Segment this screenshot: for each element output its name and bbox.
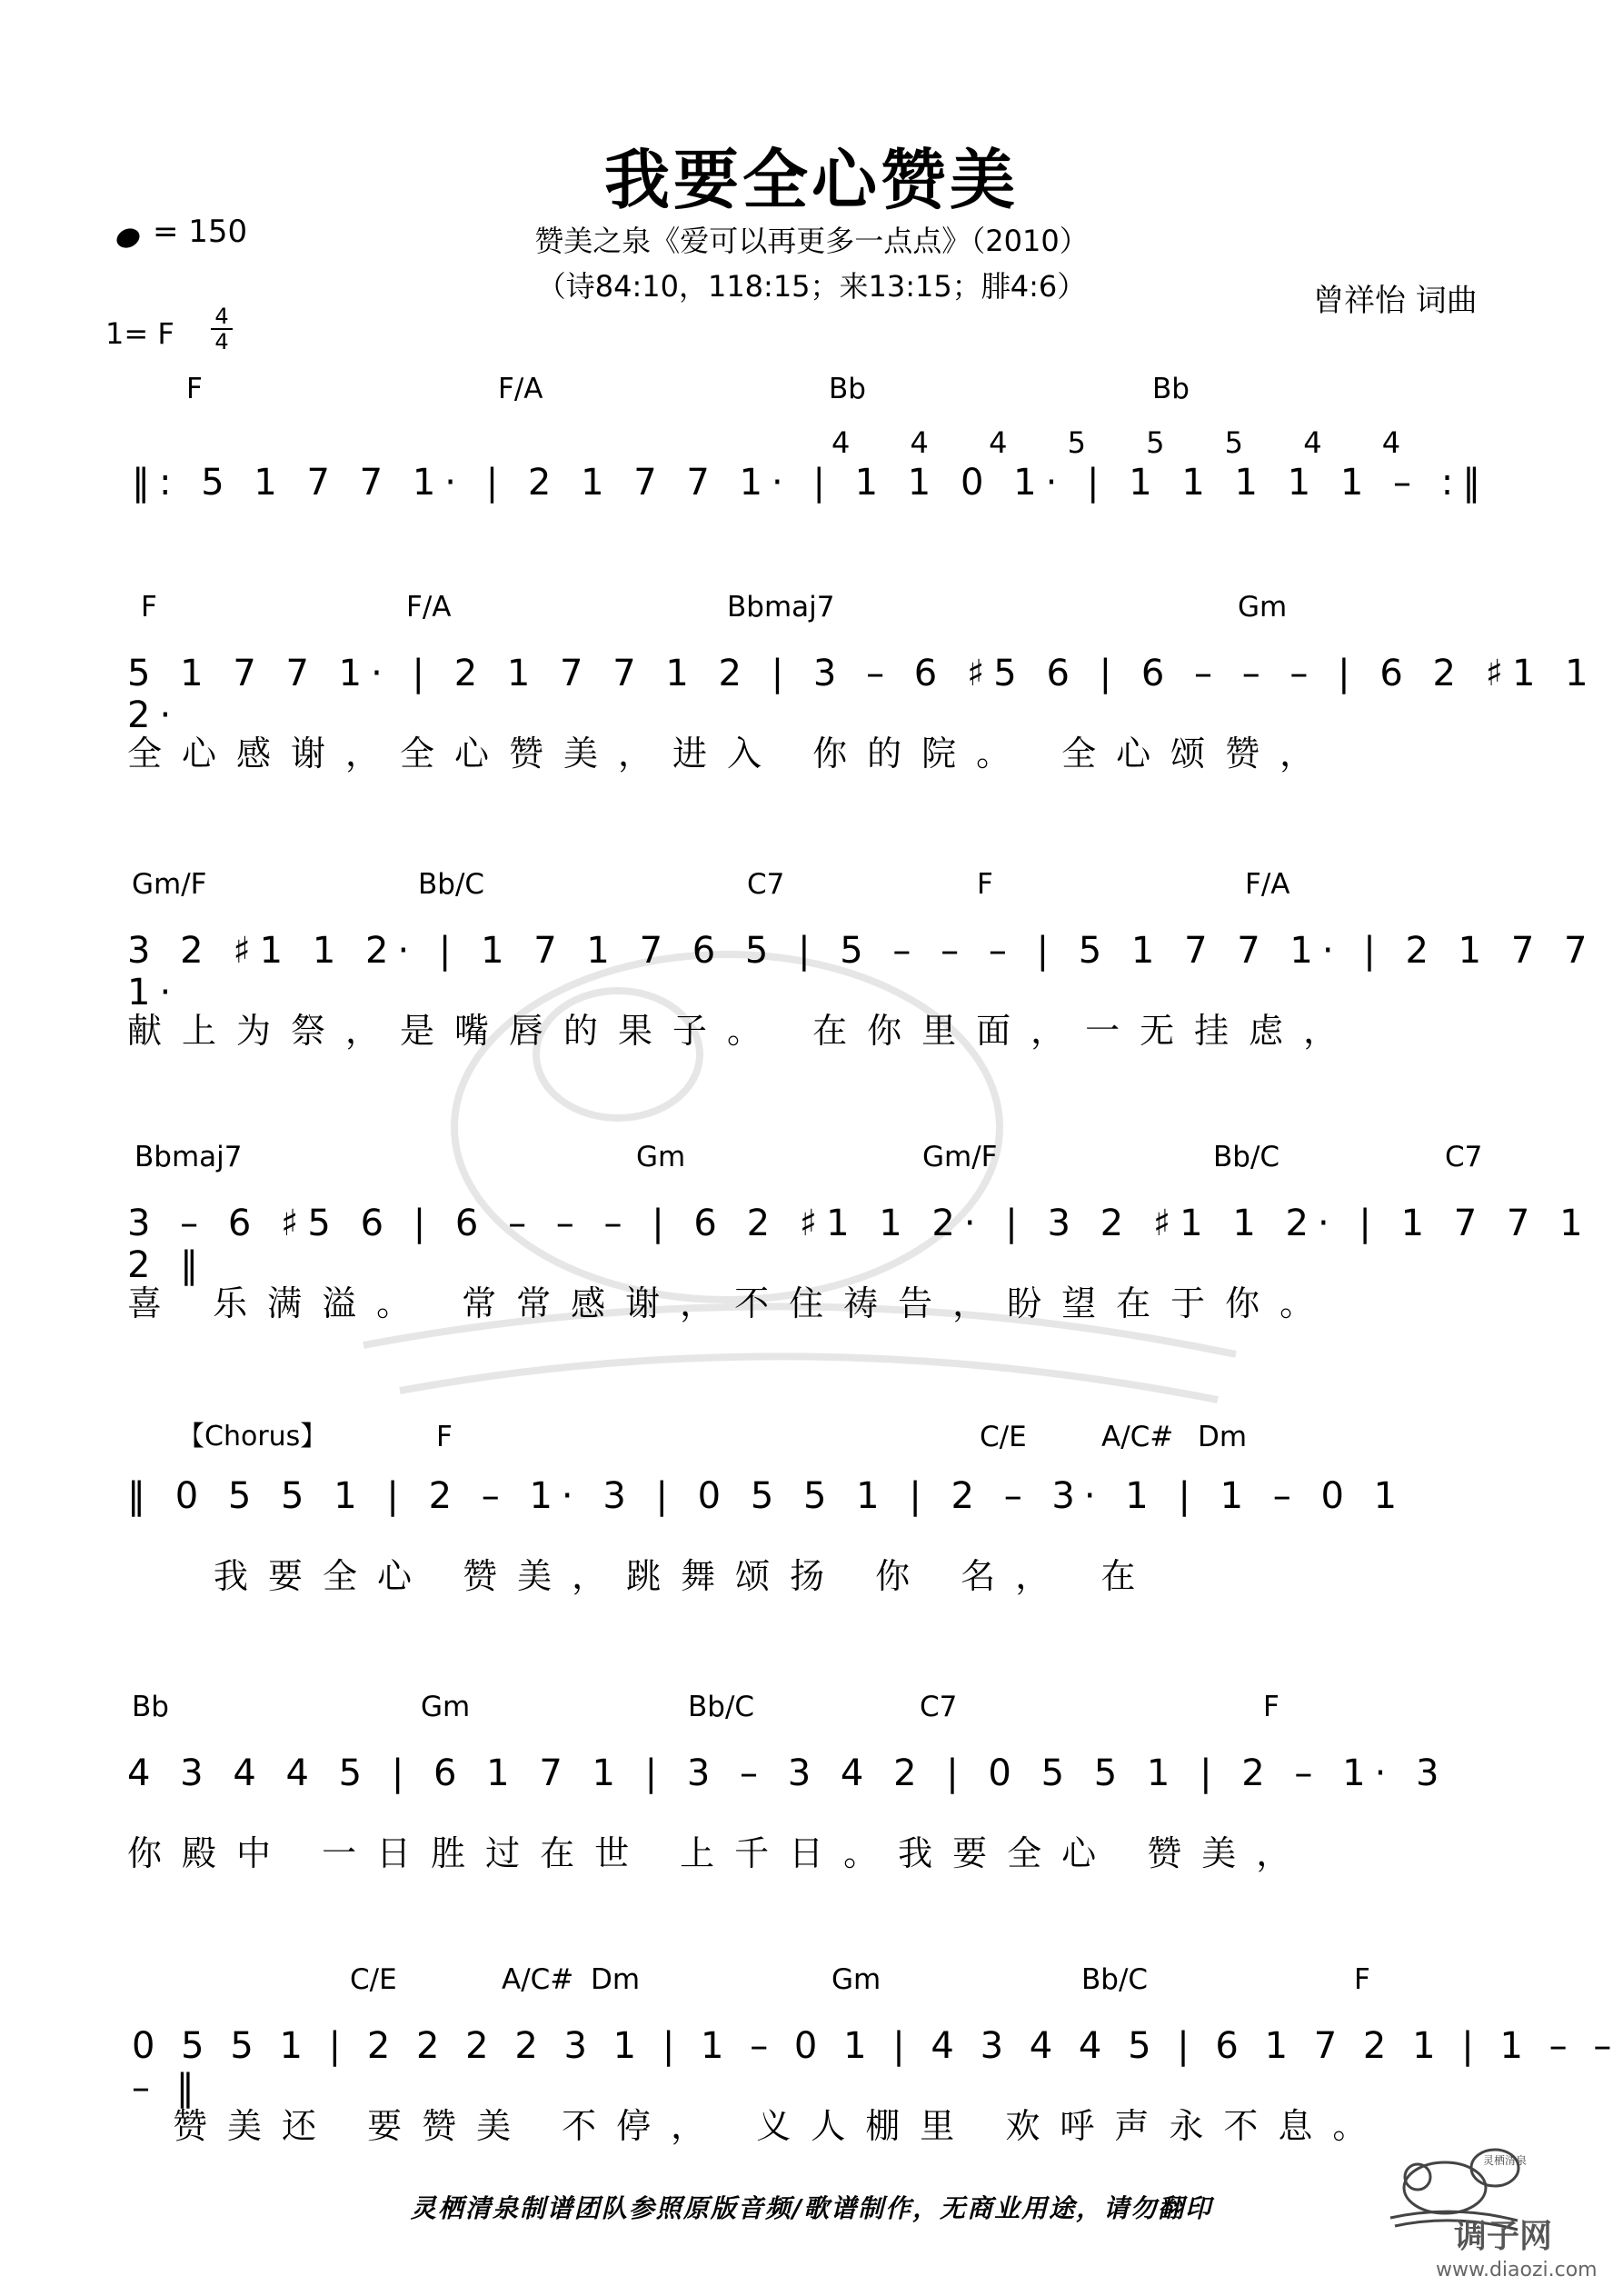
- staff-row-3: [0, 868, 1623, 1104]
- song-title: 我要全心赞美: [603, 142, 1019, 218]
- chord: C/E: [980, 1421, 1027, 1453]
- time-sig-top: 4: [214, 304, 229, 329]
- notation-line: 4 3 4 4 5 | 6 1 7 1 | 3 – 3 4 2 | 0 5 5 1 | 2 – 1· 3: [127, 1752, 1449, 1794]
- chord: F: [1263, 1691, 1279, 1723]
- lyrics-line: 我要全心 赞美，跳舞颂扬 你 名， 在: [214, 1556, 1156, 1596]
- chord: Bb/C: [418, 868, 485, 901]
- chord: Bb: [132, 1691, 169, 1723]
- chord: Gm: [1238, 591, 1288, 624]
- lyrics-line: 全心感谢，全心赞美，进入 你的院。 全心颂赞，: [127, 734, 1335, 774]
- chord: Dm: [1198, 1421, 1248, 1453]
- chord: C7: [920, 1691, 958, 1723]
- chord: Gm: [636, 1141, 686, 1173]
- chord: C7: [1445, 1141, 1483, 1173]
- lyrics-line: 赞美还 要赞美 不停， 义人棚里 欢呼声永不息。: [173, 2106, 1388, 2146]
- chord: Bb/C: [1081, 1963, 1149, 1996]
- staff-row-6: [0, 1691, 1623, 1927]
- tempo-value: = 150: [153, 214, 248, 250]
- chord: F: [977, 868, 993, 901]
- lyrics-line: 喜 乐满溢。 常常感谢，不住祷告，盼望在于你。: [127, 1283, 1335, 1323]
- site-url: www.diaozi.com: [1436, 2259, 1598, 2281]
- chord: F: [436, 1421, 453, 1453]
- staff-row-1: [0, 373, 1623, 609]
- chord: Bbmaj7: [727, 591, 835, 624]
- chord: C7: [747, 868, 785, 901]
- chord: Gm: [421, 1691, 471, 1723]
- lyrics-line: 你殿中 一日胜过在世 上千日。我要全心 赞美，: [127, 1833, 1311, 1873]
- chord: Bbmaj7: [134, 1141, 243, 1173]
- chord: Bb: [1152, 373, 1190, 405]
- chord: Bb: [829, 373, 866, 405]
- chord: Bb/C: [688, 1691, 755, 1723]
- stamp-text: 灵栖清泉: [1483, 2154, 1527, 2167]
- notation-line: 5 1 7 7 1· | 2 1 7 7 1 2 | 3 – 6 ♯5 6 | 6 – – – | 6 2 ♯1 1 2·: [127, 653, 1598, 736]
- chord: Gm/F: [132, 868, 207, 901]
- upper-harmony-notes: 4 4 4 5 5 5 4 4: [831, 425, 1427, 460]
- staff-row-2: [0, 591, 1623, 827]
- staff-row-4: [0, 1141, 1623, 1377]
- notation-line: ‖ 0 5 5 1 | 2 – 1· 3 | 0 5 5 1 | 2 – 3· 1 | 1 – 0 1: [127, 1475, 1407, 1517]
- notation-line: 3 – 6 ♯5 6 | 6 – – – | 6 2 ♯1 1 2· | 3 2 ♯1 1 2· | 1 7 7 1 2 ‖: [127, 1203, 1592, 1286]
- chord: F: [186, 373, 203, 405]
- chord: Bb/C: [1213, 1141, 1280, 1173]
- time-sig-bottom: 4: [214, 329, 229, 354]
- copyright-footer: 灵栖清泉制谱团队参照原版音频/歌谱制作，无商业用途，请勿翻印: [410, 2193, 1213, 2223]
- scripture-references: （诗84:10，118:15；来13:15；腓4:6）: [536, 269, 1087, 304]
- staff-row-7: [0, 1963, 1623, 2200]
- chord: A/C#: [502, 1963, 574, 1996]
- notation-line: ‖: 5 1 7 7 1· | 2 1 7 7 1· | 1 1 0 1· | 1 1 1 1 1 – :‖: [132, 462, 1490, 504]
- chord: Dm: [591, 1963, 641, 1996]
- time-signature: [211, 305, 233, 353]
- staff-row-5: [0, 1413, 1623, 1650]
- author-credit: 曾祥怡 词曲: [1313, 283, 1478, 319]
- chord: F: [1354, 1963, 1370, 1996]
- notation-line: 0 5 5 1 | 2 2 2 2 3 1 | 1 – 0 1 | 4 3 4 4 5 | 6 1 7 2 1 | 1 – – – ‖: [132, 2025, 1619, 2109]
- notation-line: 3 2 ♯1 1 2· | 1 7 1 7 6 5 | 5 – – – | 5 1 7 7 1· | 2 1 7 7 1·: [127, 930, 1597, 1013]
- site-logo: 调子网: [1454, 2218, 1553, 2255]
- chord: F: [141, 591, 157, 624]
- chord: A/C#: [1101, 1421, 1174, 1453]
- chord: Gm/F: [922, 1141, 998, 1173]
- chord: F/A: [498, 373, 543, 405]
- chord: F/A: [406, 591, 452, 624]
- chord: F/A: [1245, 868, 1290, 901]
- chord: C/E: [350, 1963, 397, 1996]
- key-signature: 1= F: [105, 316, 174, 351]
- chord: Gm: [831, 1963, 881, 1996]
- lyrics-line: 献上为祭，是嘴唇的果子。 在你里面，一无挂虑，: [127, 1011, 1359, 1051]
- album-subtitle: 赞美之泉《爱可以再更多一点点》（2010）: [534, 224, 1089, 258]
- chorus-label: 【Chorus】: [177, 1421, 328, 1452]
